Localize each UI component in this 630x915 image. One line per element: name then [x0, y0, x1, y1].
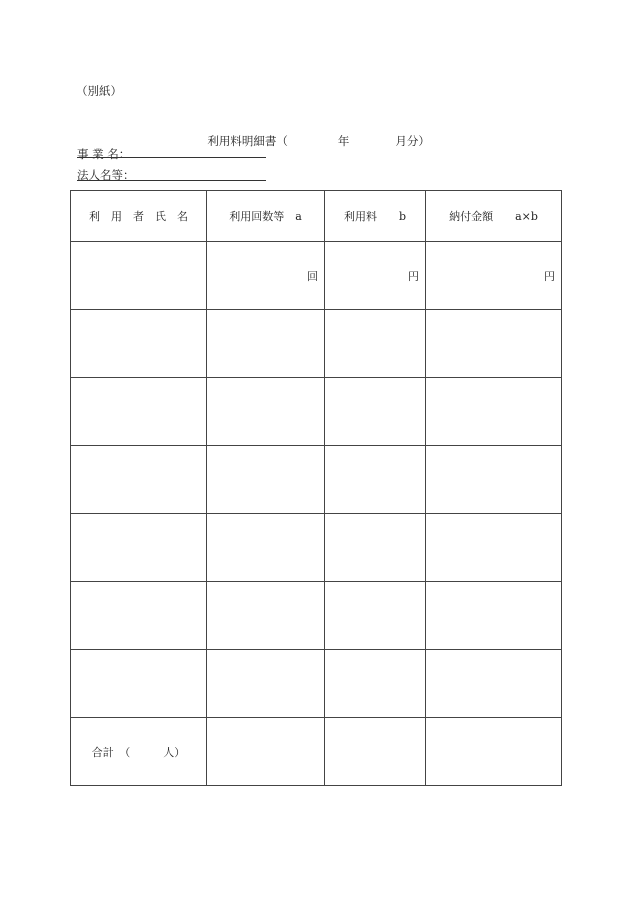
table-row: [71, 514, 562, 582]
cell-usage-fee[interactable]: [325, 310, 426, 378]
cell-user-name[interactable]: [71, 242, 207, 310]
cell-usage-fee-unit[interactable]: 円: [325, 242, 426, 310]
cell-usage-fee[interactable]: [325, 650, 426, 718]
cell-user-name[interactable]: [71, 378, 207, 446]
cell-payment-amount[interactable]: [426, 650, 562, 718]
cell-user-name[interactable]: [71, 310, 207, 378]
cell-usage-count[interactable]: [207, 514, 325, 582]
title-prefix: 利用料明細書（: [207, 133, 288, 148]
table-header-row: [71, 191, 562, 242]
cell-payment-amount[interactable]: [426, 310, 562, 378]
attachment-label: （別紙）: [76, 84, 122, 98]
cell-usage-fee[interactable]: [325, 446, 426, 514]
total-payment-amount[interactable]: [426, 718, 562, 786]
cell-usage-count[interactable]: [207, 650, 325, 718]
cell-user-name[interactable]: [71, 650, 207, 718]
cell-usage-count[interactable]: [207, 378, 325, 446]
cell-usage-count-unit[interactable]: 回: [207, 242, 325, 310]
title-year-suffix: 年: [337, 133, 350, 148]
cell-usage-count[interactable]: [207, 310, 325, 378]
table-row: [71, 310, 562, 378]
table-row: [71, 650, 562, 718]
header-payment-amount: 納付金額 a×b: [426, 191, 562, 242]
corporation-name-line: [77, 180, 266, 181]
cell-payment-amount[interactable]: [426, 446, 562, 514]
cell-user-name[interactable]: [71, 582, 207, 650]
cell-usage-fee[interactable]: [325, 514, 426, 582]
table-row: [71, 446, 562, 514]
cell-payment-amount[interactable]: [426, 378, 562, 446]
total-usage-fee[interactable]: [325, 718, 426, 786]
cell-usage-fee[interactable]: [325, 582, 426, 650]
corporation-name-label: 法人名等：: [77, 168, 135, 182]
table-row: [71, 242, 562, 310]
document-title: [0, 124, 630, 147]
table-row: [71, 378, 562, 446]
cell-user-name[interactable]: [71, 446, 207, 514]
total-row: [71, 718, 562, 786]
header-user-name: 利 用 者 氏 名: [71, 191, 207, 242]
total-label: 合計 （ 人）: [71, 718, 207, 786]
cell-payment-amount[interactable]: [426, 514, 562, 582]
cell-usage-count[interactable]: [207, 582, 325, 650]
table-row: [71, 582, 562, 650]
cell-usage-count[interactable]: [207, 446, 325, 514]
header-usage-count: 利用回数等 a: [207, 191, 325, 242]
cell-payment-amount[interactable]: [426, 582, 562, 650]
usage-fee-table: [70, 190, 562, 786]
cell-usage-fee[interactable]: [325, 378, 426, 446]
business-name-line: [77, 157, 266, 158]
header-usage-fee: 利用料 b: [325, 191, 426, 242]
total-usage-count[interactable]: [207, 718, 325, 786]
business-name-label: 事 業 名：: [77, 147, 131, 161]
cell-payment-amount-unit[interactable]: 円: [426, 242, 562, 310]
cell-user-name[interactable]: [71, 514, 207, 582]
title-month-suffix: 月分）: [395, 133, 430, 148]
